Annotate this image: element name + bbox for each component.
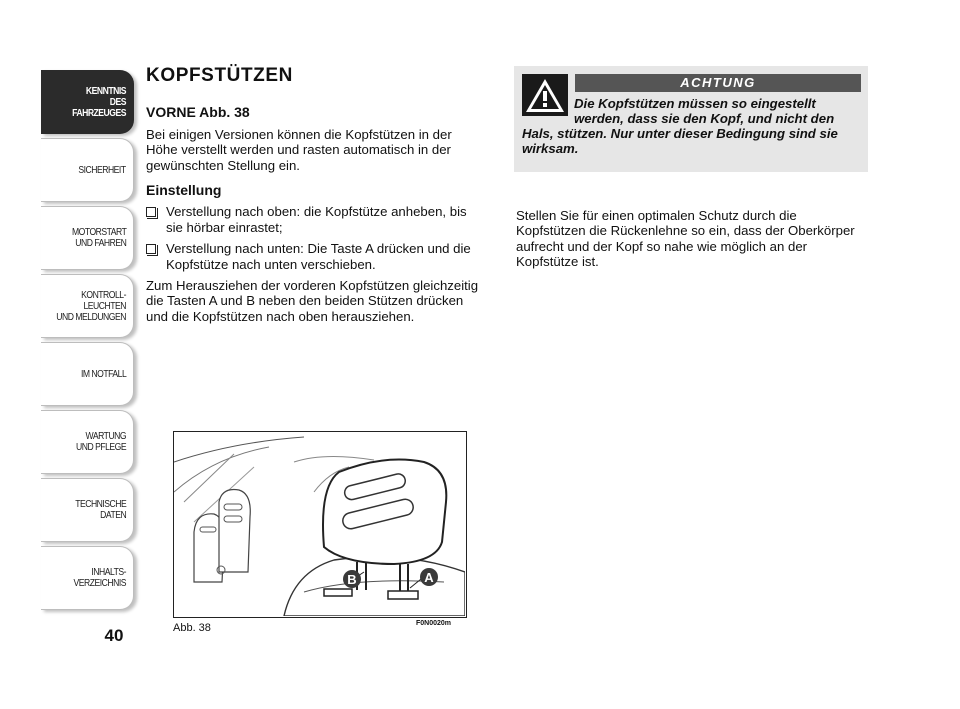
headrest-illustration	[173, 431, 467, 618]
main-column	[146, 65, 486, 334]
tab-sicherheit[interactable]	[41, 138, 134, 202]
tab-label: KENNTNIS DES FAHRZEUGES	[72, 84, 126, 119]
callout-a-label: A	[424, 570, 434, 585]
page-number: 40	[104, 626, 124, 645]
tab-technische-daten[interactable]	[41, 478, 134, 542]
tab-motorstart-und-fahren[interactable]	[41, 206, 134, 270]
headrest-drawing	[174, 432, 465, 616]
tab-wartung-und-pflege[interactable]	[41, 410, 134, 474]
callout-b-label: B	[347, 572, 357, 587]
warning-header: ACHTUNG	[575, 74, 861, 92]
front-heading: VORNE Abb. 38	[146, 104, 250, 121]
tab-kenntnis-des-fahrzeuges[interactable]	[41, 70, 134, 134]
page-title: KOPFSTÜTZEN	[146, 65, 293, 86]
warning-text: Die Kopfstützen müssen so eingestellt werden, dass sie den Kopf, und nicht den Hals, stützen. Nur unter dieser Bedingung sind sie wirksam.	[522, 96, 838, 156]
removal-paragraph: Zum Herausziehen der vorderen Kopfstützen gleichzeitig die Tasten A und B neben den beiden Stützen drücken und die Kopfstützen nach oben herausziehen.	[146, 278, 479, 324]
list-item	[146, 204, 486, 235]
checkbox-bullet-icon	[146, 244, 156, 254]
tab-im-notfall[interactable]	[41, 342, 134, 406]
figure-code: F0N0020m	[416, 620, 452, 627]
list-item-text: Verstellung nach unten: Die Taste A drücken und die Kopfstütze nach unten verschieben.	[166, 241, 471, 272]
tab-label: SICHERHEIT	[78, 163, 126, 176]
tab-label: KONTROLL- LEUCHTEN UND MELDUNGEN	[56, 288, 126, 323]
tab-label: MOTORSTART UND FAHREN	[71, 226, 126, 249]
figure-caption: Abb. 38	[173, 622, 211, 634]
intro-paragraph: Bei einigen Versionen können die Kopfstützen in der Höhe verstellt werden und rasten automatisch in der gewünschten Stellung ein.	[146, 126, 452, 173]
tab-inhaltsverzeichnis[interactable]	[41, 546, 134, 610]
tab-label: TECHNISCHE DATEN	[74, 498, 126, 521]
checkbox-bullet-icon	[146, 207, 156, 217]
adjust-heading: Einstellung	[146, 182, 222, 199]
right-paragraph: Stellen Sie für einen optimalen Schutz durch die Kopfstützen die Rückenlehne so ein, dass der Oberkörper aufrecht und der Kopf so nahe wie möglich an der Kopfstütze ist.	[516, 208, 855, 270]
tab-label: IM NOTFALL	[80, 367, 126, 380]
tab-label: WARTUNG UND PFLEGE	[75, 430, 126, 453]
tab-kontrollleuchten[interactable]	[41, 274, 134, 338]
warning-box	[514, 66, 868, 172]
tab-label: INHALTS- VERZEICHNIS	[73, 566, 126, 589]
list-item-text: Verstellung nach oben: die Kopfstütze anheben, bis sie hörbar einrastet;	[166, 204, 467, 235]
list-item	[146, 241, 486, 272]
